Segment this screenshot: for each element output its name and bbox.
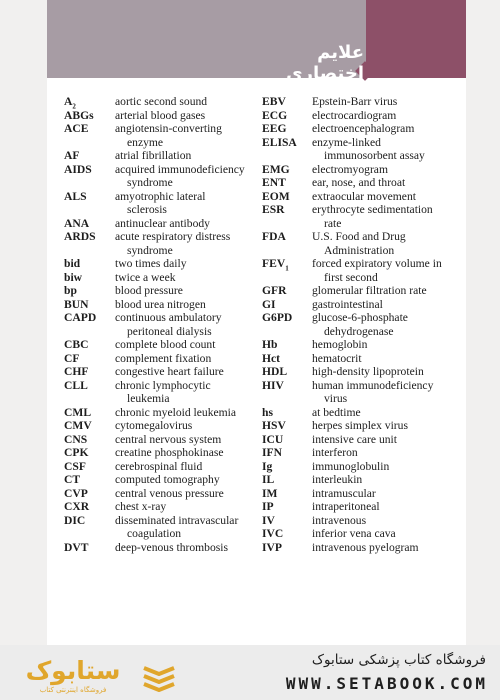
definition-line: central venous pressure xyxy=(115,486,224,500)
abbreviation-entry xyxy=(262,190,457,204)
abbreviation-entry xyxy=(262,500,457,514)
abbreviation-definition xyxy=(312,379,457,406)
abbreviation-definition xyxy=(115,541,248,555)
abbreviation-term xyxy=(64,190,87,204)
abbreviation-entry xyxy=(64,419,248,433)
definition-line: hemoglobin xyxy=(312,338,368,351)
abbreviation-entry xyxy=(262,136,457,163)
definition-line: erythrocyte sedimentation xyxy=(312,203,433,216)
abbreviation-definition xyxy=(115,338,248,352)
abbreviation-text: BUN xyxy=(64,297,89,311)
definition-continuation: Administration xyxy=(324,243,395,257)
abbreviation-text: CLL xyxy=(64,378,88,392)
abbreviation-term xyxy=(64,406,91,420)
abbreviation-definition xyxy=(312,406,457,420)
abbreviation-entry xyxy=(262,203,457,230)
abbreviation-definition xyxy=(312,365,457,379)
abbreviation-entry xyxy=(262,419,457,433)
abbreviation-text: AF xyxy=(64,149,80,162)
abbreviation-entry xyxy=(64,487,248,501)
definition-line: intravenous pyelogram xyxy=(312,540,419,554)
definition-line: central nervous system xyxy=(115,432,222,446)
abbreviation-text: CT xyxy=(64,473,81,486)
abbreviation-definition xyxy=(115,230,248,257)
abbreviation-term xyxy=(262,230,286,244)
definition-line: glucose-6-phosphate xyxy=(312,311,408,324)
abbreviation-text: FEV xyxy=(262,257,286,270)
abbreviation-definition xyxy=(312,433,457,447)
definition-line: cytomegalovirus xyxy=(115,419,193,432)
abbreviation-entry xyxy=(64,365,248,379)
definition-line: interferon xyxy=(312,446,358,459)
abbreviation-definition xyxy=(312,500,457,514)
store-name: فروشگاه کتاب پزشکی ستابوک xyxy=(311,652,486,668)
abbreviation-definition xyxy=(312,311,457,338)
abbreviation-term xyxy=(262,514,275,528)
abbreviation-term xyxy=(262,419,286,433)
abbreviation-definition xyxy=(312,487,457,501)
abbreviation-definition xyxy=(115,190,248,217)
abbreviation-entry xyxy=(64,460,248,474)
abbreviation-term xyxy=(262,487,277,501)
abbreviation-definition xyxy=(115,257,248,271)
abbreviation-definition xyxy=(312,122,457,136)
abbreviation-definition xyxy=(115,311,248,338)
abbreviation-entry xyxy=(64,338,248,352)
abbreviation-term xyxy=(64,500,89,514)
abbreviation-text: EOM xyxy=(262,189,290,203)
abbreviation-term xyxy=(64,298,88,312)
abbreviation-term xyxy=(64,109,94,123)
abbreviation-term xyxy=(64,230,96,244)
abbreviation-term xyxy=(64,487,88,501)
abbreviation-text: bp xyxy=(64,284,77,297)
abbreviation-entry xyxy=(262,487,457,501)
definition-line: two times daily xyxy=(115,257,187,270)
abbreviation-definition xyxy=(115,298,248,312)
definition-line: arterial blood gases xyxy=(115,108,206,122)
abbreviation-entry xyxy=(64,284,248,298)
definition-line: chronic myeloid leukemia xyxy=(115,405,237,419)
abbreviation-definition xyxy=(312,419,457,433)
abbreviation-entry xyxy=(262,379,457,406)
abbreviation-definition xyxy=(312,136,457,163)
abbreviation-text: FDA xyxy=(262,230,286,243)
abbreviation-text: CSF xyxy=(64,459,86,473)
definition-line: intensive care unit xyxy=(312,432,397,446)
definition-line: computed tomography xyxy=(115,473,220,486)
abbreviation-subscript: 1 xyxy=(285,264,289,273)
definition-line: glomerular filtration rate xyxy=(312,284,427,297)
abbreviations-column-left xyxy=(64,95,248,554)
abbreviation-text: A xyxy=(64,95,73,108)
abbreviation-subscript: 2 xyxy=(72,102,76,111)
abbreviation-entry xyxy=(64,379,248,406)
definition-line: complement fixation xyxy=(115,351,212,365)
abbreviation-text: DIC xyxy=(64,513,86,527)
definition-continuation: sclerosis xyxy=(127,203,167,216)
abbreviation-term xyxy=(64,460,86,474)
abbreviation-term xyxy=(262,352,280,366)
abbreviation-definition xyxy=(312,541,457,555)
abbreviation-term xyxy=(262,473,274,487)
abbreviation-term xyxy=(64,217,89,231)
definition-line: hematocrit xyxy=(312,351,362,365)
abbreviation-term xyxy=(64,379,88,393)
abbreviation-text: IL xyxy=(262,473,275,486)
definition-line: complete blood count xyxy=(115,338,216,351)
definition-line: atrial fibrillation xyxy=(115,149,192,162)
abbreviation-definition xyxy=(312,514,457,528)
definition-continuation: syndrome xyxy=(127,243,173,257)
abbreviation-term xyxy=(64,473,80,487)
abbreviation-text: IP xyxy=(262,500,274,513)
definition-line: twice a week xyxy=(115,270,176,284)
abbreviation-term xyxy=(262,379,284,393)
abbreviation-text: CVP xyxy=(64,486,88,500)
abbreviation-entry xyxy=(64,257,248,271)
definition-line: inferior vena cava xyxy=(312,527,396,540)
abbreviation-text: CXR xyxy=(64,500,90,513)
abbreviation-definition xyxy=(115,284,248,298)
definition-line: deep-venous thrombosis xyxy=(115,540,229,554)
abbreviation-entry xyxy=(262,352,457,366)
definition-continuation: peritoneal dialysis xyxy=(127,324,212,338)
abbreviation-entry xyxy=(64,541,248,555)
definition-line: human immunodeficiency xyxy=(312,378,434,392)
abbreviation-entry xyxy=(64,95,248,109)
abbreviation-definition xyxy=(115,433,248,447)
abbreviation-entry xyxy=(64,271,248,285)
definition-line: U.S. Food and Drug xyxy=(312,230,406,243)
abbreviation-definition xyxy=(312,109,457,123)
definition-line: disseminated intravascular xyxy=(115,513,239,527)
abbreviation-term xyxy=(64,419,92,433)
abbreviation-definition xyxy=(115,149,248,163)
definition-line: interleukin xyxy=(312,473,363,486)
abbreviation-definition xyxy=(115,163,248,190)
definition-line: blood pressure xyxy=(115,284,183,297)
abbreviation-entry xyxy=(64,352,248,366)
abbreviation-text: hs xyxy=(262,405,273,419)
definition-line: forced expiratory volume in xyxy=(312,257,442,270)
abbreviation-entry xyxy=(262,257,457,284)
abbreviation-text: Ig xyxy=(262,459,273,473)
abbreviation-entry xyxy=(262,473,457,487)
abbreviation-entry xyxy=(262,541,457,555)
abbreviation-text: ENT xyxy=(262,176,286,189)
abbreviation-term xyxy=(64,541,88,555)
book-stack-icon xyxy=(141,660,177,694)
definition-line: ear, nose, and throat xyxy=(312,176,406,189)
definition-line: antinuclear antibody xyxy=(115,216,210,230)
abbreviation-entry xyxy=(64,230,248,257)
abbreviation-term xyxy=(262,433,283,447)
abbreviation-entry xyxy=(64,500,248,514)
abbreviation-text: Hb xyxy=(262,338,278,351)
abbreviation-definition xyxy=(312,257,457,284)
definition-line: electromyogram xyxy=(312,162,388,176)
abbreviation-definition xyxy=(312,446,457,460)
abbreviation-term xyxy=(64,122,88,136)
definition-line: enzyme-linked xyxy=(312,135,381,149)
definition-line: chronic lymphocytic xyxy=(115,378,211,392)
abbreviation-text: ALS xyxy=(64,189,87,203)
abbreviation-text: ACE xyxy=(64,122,89,135)
abbreviation-text: CF xyxy=(64,351,80,365)
abbreviation-entry xyxy=(262,311,457,338)
abbreviation-entry xyxy=(262,163,457,177)
abbreviation-text: ABGs xyxy=(64,108,94,122)
abbreviation-definition xyxy=(115,460,248,474)
abbreviation-entry xyxy=(262,460,457,474)
abbreviation-entry xyxy=(262,230,457,257)
abbreviation-term xyxy=(64,514,85,528)
page-title: علایم اختصاری xyxy=(286,42,364,84)
abbreviation-term xyxy=(64,149,79,163)
abbreviation-definition xyxy=(312,203,457,230)
abbreviation-definition xyxy=(115,419,248,433)
abbreviation-text: CAPD xyxy=(64,311,97,324)
abbreviation-entry xyxy=(262,109,457,123)
abbreviation-text: CHF xyxy=(64,365,89,378)
abbreviation-entry xyxy=(262,122,457,136)
abbreviation-term xyxy=(262,311,292,325)
definition-line: creatine phosphokinase xyxy=(115,446,224,459)
abbreviation-text: CML xyxy=(64,405,92,419)
abbreviation-text: DVT xyxy=(64,540,89,554)
abbreviation-entry xyxy=(262,298,457,312)
abbreviation-definition xyxy=(312,527,457,541)
logo-text: ستابوک xyxy=(25,656,121,685)
abbreviation-entry xyxy=(262,433,457,447)
abbreviation-definition xyxy=(312,176,457,190)
abbreviation-term xyxy=(262,176,286,190)
abbreviation-entry xyxy=(262,365,457,379)
abbreviation-term xyxy=(262,541,282,555)
abbreviation-text: IV xyxy=(262,513,275,527)
definition-line: immunoglobulin xyxy=(312,459,390,473)
abbreviation-definition xyxy=(115,379,248,406)
abbreviation-text: EEG xyxy=(262,122,287,135)
abbreviation-entry xyxy=(262,284,457,298)
definition-line: amyotrophic lateral xyxy=(115,189,206,203)
abbreviation-term xyxy=(262,500,274,514)
abbreviation-term xyxy=(262,365,287,379)
definition-line: gastrointestinal xyxy=(312,297,383,311)
abbreviation-definition xyxy=(115,122,248,149)
abbreviation-definition xyxy=(115,514,248,541)
abbreviation-entry xyxy=(64,446,248,460)
abbreviation-text: ESR xyxy=(262,203,285,216)
store-url-link[interactable]: WWW.SETABOOK.COM xyxy=(285,674,488,693)
definition-line: acquired immunodeficiency xyxy=(115,162,245,176)
abbreviation-text: AIDS xyxy=(64,162,92,176)
abbreviation-text: IVP xyxy=(262,540,282,554)
abbreviation-definition xyxy=(115,95,248,109)
abbreviation-text: CPK xyxy=(64,446,89,459)
definition-continuation: first second xyxy=(324,270,378,284)
abbreviation-text: EMG xyxy=(262,162,290,176)
abbreviation-entry xyxy=(64,514,248,541)
abbreviation-entry xyxy=(64,109,248,123)
abbreviation-text: CBC xyxy=(64,338,89,351)
abbreviation-text: GFR xyxy=(262,284,287,297)
header-tab xyxy=(366,0,466,78)
abbreviation-definition xyxy=(312,163,457,177)
abbreviation-term xyxy=(262,527,283,541)
abbreviation-entry xyxy=(64,122,248,149)
definition-line: high-density lipoprotein xyxy=(312,365,424,378)
abbreviation-term xyxy=(262,203,285,217)
abbreviation-entry xyxy=(64,433,248,447)
definition-continuation: virus xyxy=(324,392,348,405)
definition-line: angiotensin-converting xyxy=(115,122,222,135)
abbreviation-entry xyxy=(262,338,457,352)
abbreviation-entry xyxy=(64,149,248,163)
abbreviation-definition xyxy=(312,190,457,204)
abbreviation-term xyxy=(262,122,286,136)
abbreviation-definition xyxy=(115,365,248,379)
abbreviation-term xyxy=(262,136,297,150)
logo-tagline: فروشگاه اینترنتی کتاب xyxy=(39,686,107,694)
definition-line: extraocular movement xyxy=(312,189,416,203)
abbreviation-entry xyxy=(262,527,457,541)
definition-line: congestive heart failure xyxy=(115,365,224,378)
definition-line: acute respiratory distress xyxy=(115,230,231,243)
abbreviation-entry xyxy=(262,176,457,190)
definition-line: herpes simplex virus xyxy=(312,419,408,432)
abbreviation-entry xyxy=(64,311,248,338)
abbreviation-term xyxy=(262,95,286,109)
abbreviation-text: ARDS xyxy=(64,230,96,243)
definition-line: Epstein-Barr virus xyxy=(312,95,398,108)
abbreviation-definition xyxy=(115,446,248,460)
abbreviation-text: ANA xyxy=(64,216,90,230)
abbreviation-term xyxy=(64,257,80,271)
definition-line: intramuscular xyxy=(312,486,376,500)
abbreviation-definition xyxy=(312,95,457,109)
abbreviation-term xyxy=(64,338,88,352)
definition-continuation: immunosorbent assay xyxy=(324,149,425,162)
definition-line: electrocardiogram xyxy=(312,108,397,122)
abbreviation-text: bid xyxy=(64,257,81,270)
abbreviation-text: biw xyxy=(64,270,83,284)
abbreviation-term xyxy=(64,352,79,366)
definition-continuation: coagulation xyxy=(127,527,182,540)
abbreviation-text: HSV xyxy=(262,419,286,432)
abbreviation-text: GI xyxy=(262,297,276,311)
definition-line: chest x-ray xyxy=(115,500,167,513)
abbreviation-definition xyxy=(115,271,248,285)
abbreviation-term xyxy=(262,257,289,276)
definition-continuation: syndrome xyxy=(127,176,173,189)
abbreviation-text: HDL xyxy=(262,365,288,378)
abbreviation-term xyxy=(262,338,277,352)
abbreviation-term xyxy=(262,109,287,123)
abbreviation-definition xyxy=(115,406,248,420)
abbreviation-definition xyxy=(115,473,248,487)
abbreviation-text: IM xyxy=(262,486,278,500)
abbreviation-definition xyxy=(115,500,248,514)
abbreviation-entry xyxy=(64,298,248,312)
abbreviation-term xyxy=(262,163,290,177)
abbreviation-term xyxy=(64,284,77,298)
abbreviation-text: CMV xyxy=(64,419,92,432)
abbreviation-text: EBV xyxy=(262,95,286,108)
definition-continuation: dehydrogenase xyxy=(324,324,394,338)
abbreviation-term xyxy=(262,460,272,474)
abbreviation-entry xyxy=(262,406,457,420)
abbreviation-entry xyxy=(64,217,248,231)
abbreviation-text: ELISA xyxy=(262,135,297,149)
abbreviations-column-right xyxy=(262,95,457,554)
abbreviation-text: G6PD xyxy=(262,311,293,324)
definition-continuation: leukemia xyxy=(127,392,170,405)
abbreviation-term xyxy=(262,446,282,460)
abbreviation-term xyxy=(262,406,273,420)
abbreviation-definition xyxy=(115,109,248,123)
abbreviation-definition xyxy=(312,284,457,298)
abbreviation-entry xyxy=(262,446,457,460)
abbreviation-term xyxy=(262,298,276,312)
abbreviation-term xyxy=(64,163,92,177)
abbreviation-text: HIV xyxy=(262,378,284,392)
abbreviation-definition xyxy=(312,460,457,474)
abbreviation-definition xyxy=(312,298,457,312)
abbreviation-definition xyxy=(115,217,248,231)
definition-line: electroencephalogram xyxy=(312,122,415,135)
abbreviation-entry xyxy=(64,406,248,420)
abbreviation-definition xyxy=(115,352,248,366)
abbreviation-term xyxy=(262,190,290,204)
abbreviation-text: ICU xyxy=(262,432,284,446)
abbreviation-entry xyxy=(64,190,248,217)
abbreviation-text: ECG xyxy=(262,108,288,122)
abbreviation-definition xyxy=(312,352,457,366)
abbreviation-definition xyxy=(115,487,248,501)
abbreviation-term xyxy=(64,365,88,379)
abbreviation-text: Hct xyxy=(262,351,281,365)
abbreviation-definition xyxy=(312,230,457,257)
definition-continuation: enzyme xyxy=(127,135,164,149)
abbreviation-term xyxy=(262,284,286,298)
abbreviation-term xyxy=(64,311,96,325)
definition-line: at bedtime xyxy=(312,405,361,419)
definition-line: continuous ambulatory xyxy=(115,311,222,324)
abbreviation-text: CNS xyxy=(64,432,88,446)
definition-line: intraperitoneal xyxy=(312,500,380,513)
abbreviation-entry xyxy=(262,514,457,528)
definition-line: aortic second sound xyxy=(115,95,208,108)
abbreviation-definition xyxy=(312,473,457,487)
abbreviation-text: IVC xyxy=(262,527,284,540)
abbreviation-text: IFN xyxy=(262,446,282,459)
abbreviation-entry xyxy=(262,95,457,109)
definition-line: intravenous xyxy=(312,513,367,527)
abbreviation-entry xyxy=(64,163,248,190)
abbreviation-term xyxy=(64,433,87,447)
abbreviation-entry xyxy=(64,473,248,487)
abbreviation-definition xyxy=(312,338,457,352)
definition-line: blood urea nitrogen xyxy=(115,297,206,311)
definition-line: cerebrospinal fluid xyxy=(115,459,203,473)
definition-continuation: rate xyxy=(324,216,342,230)
abbreviation-term xyxy=(64,446,88,460)
abbreviation-term xyxy=(64,271,82,285)
